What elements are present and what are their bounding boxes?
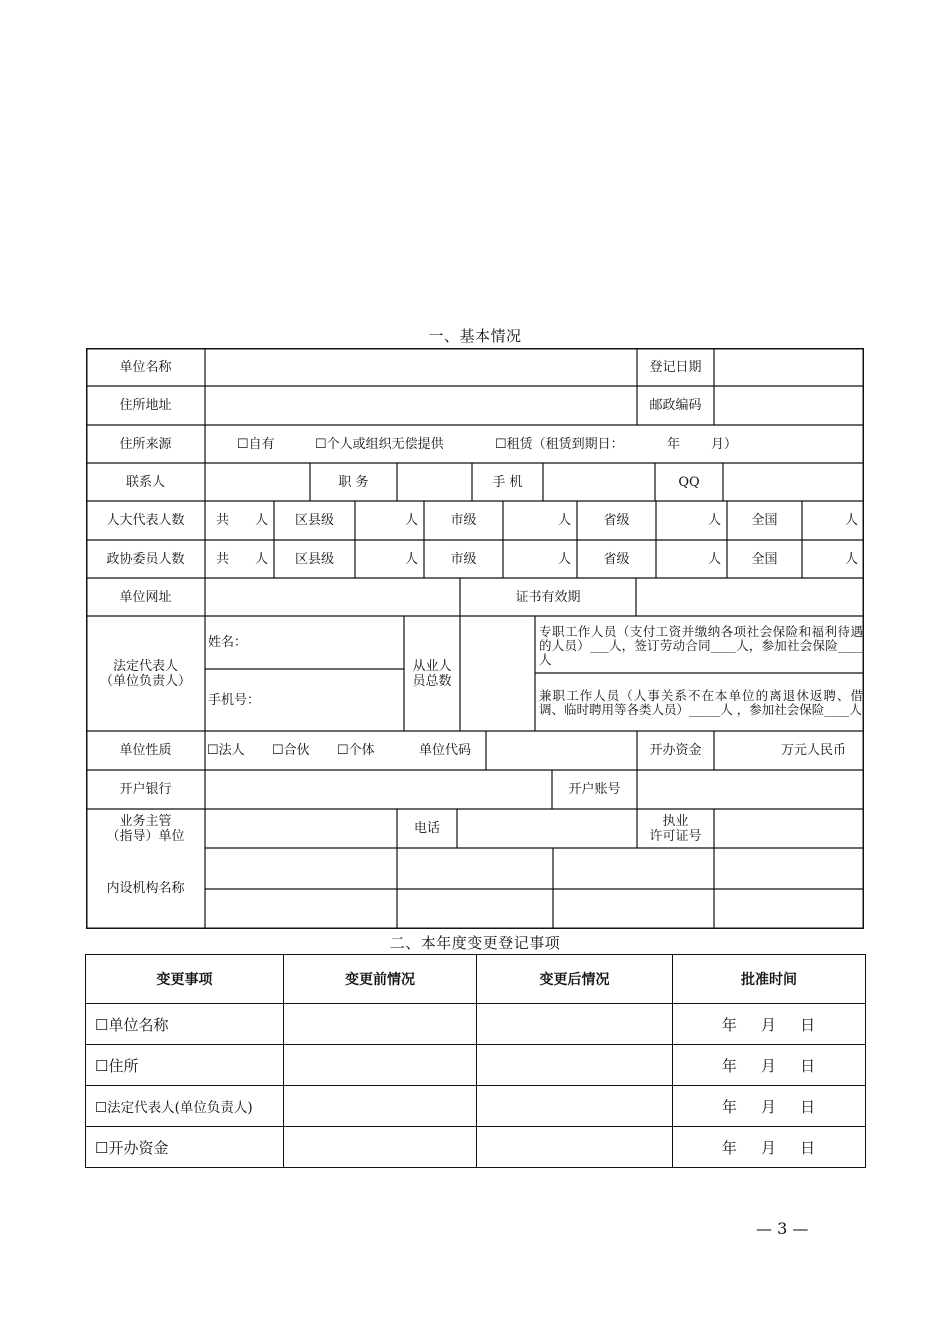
legal-rep-sub-label: （单位负责人） [99, 673, 191, 689]
label-cppcc: 政协委员人数 [106, 551, 185, 567]
postcode-field[interactable] [714, 386, 864, 425]
date-month: 月 [760, 1015, 777, 1034]
checkbox-individual[interactable]: ☐个体 [337, 743, 375, 758]
date-year: 年 [721, 1138, 738, 1157]
row-unit-name[interactable]: ☐单位名称 [86, 1004, 284, 1045]
npc-district-ren: 人 [404, 513, 418, 528]
cell-date[interactable] [673, 1045, 866, 1086]
date-year: 年 [721, 1015, 738, 1034]
cell-after[interactable] [477, 1086, 673, 1127]
table-header-row [86, 955, 866, 1004]
label-reg-date: 登记日期 [649, 359, 702, 375]
label-account: 开户账号 [568, 782, 621, 797]
label-supervisor [86, 809, 205, 848]
parttime-staff-text: 兼职工作人员（人事关系不在本单位的离退休返聘、借调、临时聘用等各类人员）_____人 ，参加社会保险____人 [539, 687, 863, 717]
cell-after[interactable] [477, 1045, 673, 1086]
cppcc-national-ren: 人 [844, 551, 858, 567]
cell-before[interactable] [284, 1004, 477, 1045]
cppcc-city-ren: 人 [557, 551, 571, 567]
supervisor-line1: 业务主管 [119, 813, 172, 829]
label-address-source: 住所来源 [119, 436, 172, 452]
basic-info-table [86, 348, 864, 929]
npc-total-ren: 人 [254, 513, 268, 528]
license-line1: 执业 [662, 813, 689, 829]
row-address[interactable]: ☐住所 [86, 1045, 284, 1086]
label-unit-code: 单位代码 [418, 743, 471, 758]
cell-date[interactable] [673, 1086, 866, 1127]
legal-rep-label: 法定代表人 [112, 658, 178, 674]
header-before: 变更前情况 [284, 955, 477, 1004]
cell-after[interactable] [477, 1127, 673, 1168]
date-month: 月 [760, 1097, 777, 1116]
change-registration-table [85, 954, 866, 1168]
cell-before[interactable] [284, 1086, 477, 1127]
label-staff-total [404, 616, 460, 731]
section-1-title: 一、基本情况 [428, 327, 522, 345]
table-row [86, 1004, 866, 1045]
header-after: 变更后情况 [477, 955, 673, 1004]
label-mobile: 手 机 [492, 474, 523, 490]
staff-total-line1: 从业人 [412, 658, 452, 674]
npc-province-ren: 人 [707, 513, 721, 528]
npc-total-gong: 共 [216, 513, 230, 528]
label-position: 职 务 [338, 474, 369, 490]
cppcc-city-label: 市级 [450, 551, 477, 567]
rent-month-label: 月） [711, 436, 738, 452]
checkbox-legal[interactable]: ☐法人 [207, 743, 245, 758]
npc-national-ren: 人 [844, 513, 858, 528]
label-npc: 人大代表人数 [106, 513, 185, 528]
table-row [86, 1127, 866, 1168]
legal-rep-phone-label: 手机号： [208, 692, 261, 708]
label-cert-valid: 证书有效期 [515, 589, 581, 605]
row-capital[interactable]: ☐开办资金 [86, 1127, 284, 1168]
cppcc-province-label: 省级 [603, 551, 630, 567]
page-number: — 3 — [756, 1219, 809, 1238]
cppcc-province-ren: 人 [707, 551, 721, 567]
npc-city-ren: 人 [557, 513, 571, 528]
checkbox-partner[interactable]: ☐合伙 [272, 743, 310, 758]
npc-district-label: 区县级 [294, 513, 334, 528]
date-day: 日 [800, 1015, 817, 1034]
row-legal-rep[interactable]: ☐法定代表人(单位负责人) [86, 1086, 284, 1127]
date-day: 日 [800, 1097, 817, 1116]
capital-unit-label: 万元人民币 [780, 743, 846, 758]
checkbox-rent[interactable]: ☐租赁（租赁到期日： [495, 436, 624, 452]
unit-name-field[interactable] [205, 348, 637, 386]
address-field[interactable] [205, 386, 637, 425]
fulltime-staff-text: 专职工作人员（支付工资并缴纳各项社会保险和福利待遇的人员）___人，签订劳动合同____人，参加社会保险____人 [539, 623, 863, 667]
label-license [637, 809, 714, 848]
label-postcode: 邮政编码 [649, 398, 702, 413]
supervisor-line2: （指导）单位 [106, 828, 185, 844]
license-line2: 许可证号 [649, 828, 702, 844]
label-bank: 开户银行 [119, 782, 172, 797]
date-month: 月 [760, 1056, 777, 1075]
label-capital: 开办资金 [649, 743, 702, 758]
section-2-title: 二、本年度变更登记事项 [389, 934, 561, 952]
date-day: 日 [800, 1138, 817, 1157]
cppcc-total-ren: 人 [254, 551, 268, 567]
label-qq: QQ [678, 474, 700, 490]
staff-total-line2: 员总数 [412, 673, 452, 689]
cell-date[interactable] [673, 1127, 866, 1168]
table-row [86, 1086, 866, 1127]
checkbox-free[interactable]: ☐个人或组织无偿提供 [315, 436, 444, 452]
cell-before[interactable] [284, 1127, 477, 1168]
reg-date-field[interactable] [714, 348, 864, 386]
label-unit-nature: 单位性质 [119, 743, 172, 758]
label-tel: 电话 [413, 821, 440, 836]
cell-before[interactable] [284, 1045, 477, 1086]
cppcc-total-gong: 共 [216, 551, 230, 567]
cell-after[interactable] [477, 1004, 673, 1045]
label-contact: 联系人 [125, 474, 165, 490]
rent-year-label: 年 [667, 436, 681, 452]
checkbox-own[interactable]: ☐自有 [237, 436, 275, 452]
date-year: 年 [721, 1056, 738, 1075]
label-address: 住所地址 [119, 398, 172, 413]
npc-national-label: 全国 [751, 513, 778, 528]
header-change-item: 变更事项 [86, 955, 284, 1004]
npc-province-label: 省级 [603, 513, 630, 528]
label-website: 单位网址 [119, 589, 172, 605]
label-legal-rep [86, 616, 205, 731]
cppcc-national-label: 全国 [751, 551, 778, 567]
cell-date[interactable] [673, 1004, 866, 1045]
cppcc-district-label: 区县级 [294, 551, 334, 567]
header-approval-time: 批准时间 [673, 955, 866, 1004]
date-month: 月 [760, 1138, 777, 1157]
npc-city-label: 市级 [450, 513, 477, 528]
date-year: 年 [721, 1097, 738, 1116]
label-unit-name: 单位名称 [119, 359, 172, 375]
date-day: 日 [800, 1056, 817, 1075]
cppcc-district-ren: 人 [404, 551, 418, 567]
label-internal: 内设机构名称 [106, 881, 185, 896]
table-row [86, 1045, 866, 1086]
legal-rep-name-label: 姓名： [208, 635, 248, 650]
